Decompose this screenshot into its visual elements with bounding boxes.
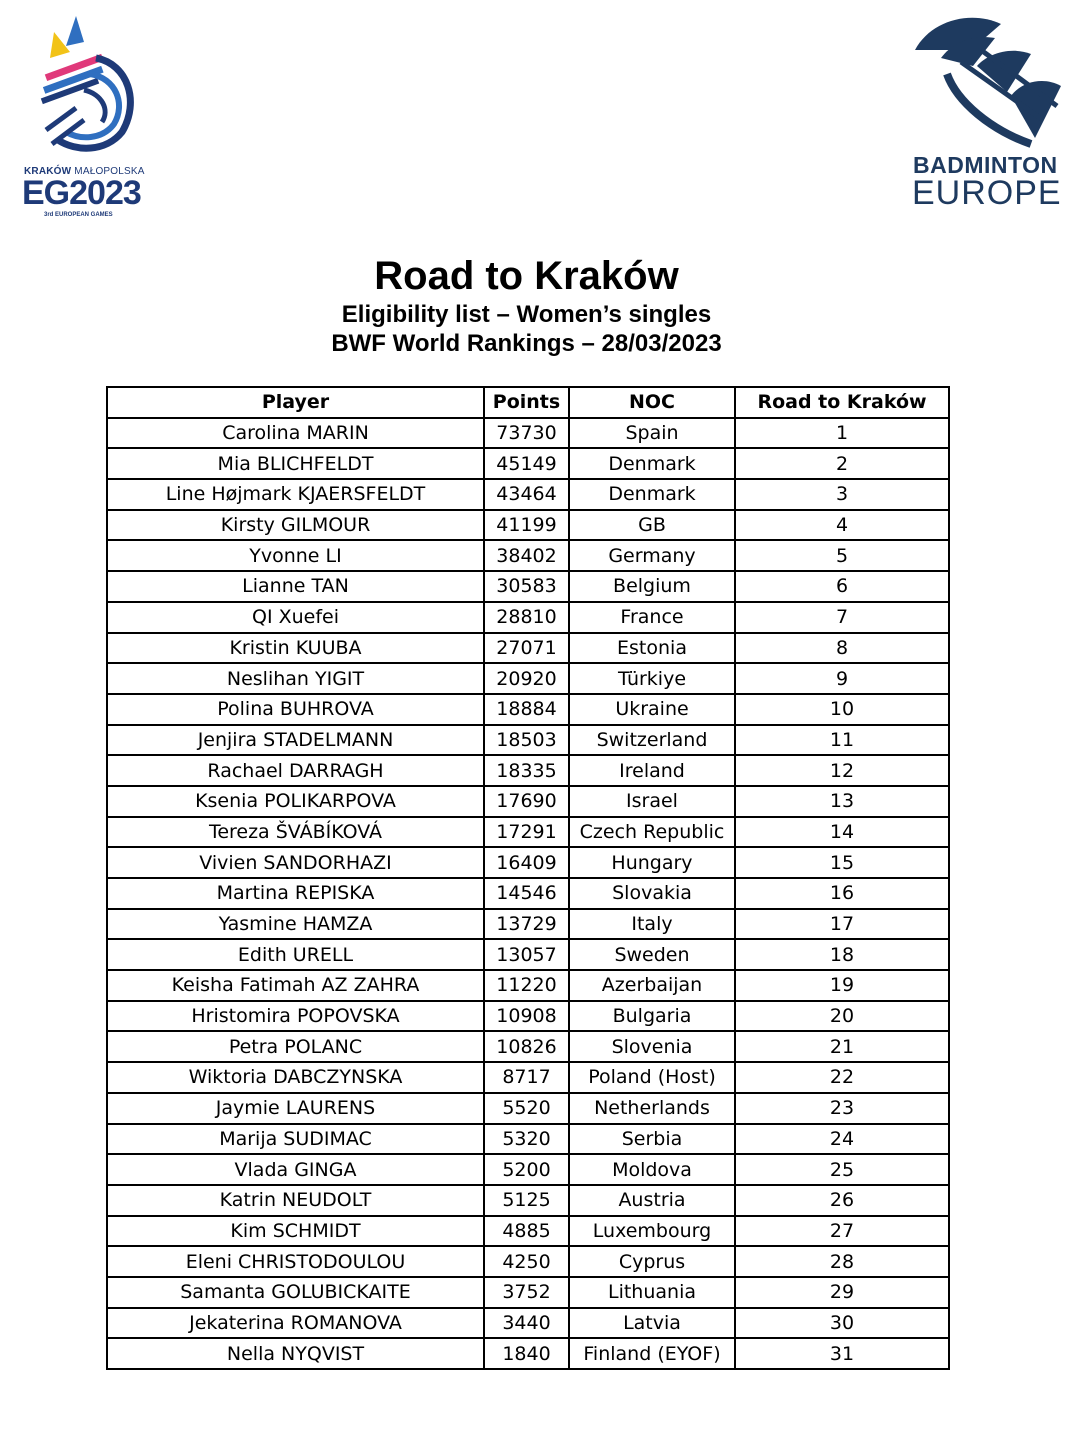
player-cell: Samanta GOLUBICKAITE bbox=[107, 1277, 484, 1308]
player-cell: Yasmine HAMZA bbox=[107, 909, 484, 940]
player-cell: Jekaterina ROMANOVA bbox=[107, 1308, 484, 1339]
rank-cell: 7 bbox=[735, 602, 949, 633]
points-cell: 18335 bbox=[484, 755, 569, 786]
rankings-subtitle: BWF World Rankings – 28/03/2023 bbox=[331, 330, 722, 357]
rank-cell: 6 bbox=[735, 571, 949, 602]
rank-cell: 21 bbox=[735, 1031, 949, 1062]
table-row bbox=[107, 1216, 949, 1247]
table-row bbox=[107, 479, 949, 510]
player-cell: Marija SUDIMAC bbox=[107, 1124, 484, 1155]
noc-cell: Israel bbox=[569, 786, 735, 817]
player-cell: Polina BUHROVA bbox=[107, 694, 484, 725]
player-cell: Kim SCHMIDT bbox=[107, 1216, 484, 1247]
noc-cell: Italy bbox=[569, 909, 735, 940]
table-row bbox=[107, 1001, 949, 1032]
page-title: Road to Kraków bbox=[374, 254, 679, 298]
player-cell: Nella NYQVIST bbox=[107, 1338, 484, 1369]
table-body bbox=[107, 418, 949, 1369]
rank-cell: 2 bbox=[735, 448, 949, 479]
player-cell: Petra POLANC bbox=[107, 1031, 484, 1062]
noc-cell: Spain bbox=[569, 418, 735, 449]
europe-wordmark: EUROPE bbox=[912, 174, 1062, 212]
table-row bbox=[107, 1154, 949, 1185]
player-cell: Vivien SANDORHAZI bbox=[107, 847, 484, 878]
table-row bbox=[107, 418, 949, 449]
player-cell: Lianne TAN bbox=[107, 571, 484, 602]
rank-cell: 11 bbox=[735, 725, 949, 756]
points-cell: 8717 bbox=[484, 1062, 569, 1093]
points-cell: 3752 bbox=[484, 1277, 569, 1308]
noc-cell: Poland (Host) bbox=[569, 1062, 735, 1093]
points-cell: 13057 bbox=[484, 939, 569, 970]
rank-cell: 12 bbox=[735, 755, 949, 786]
rank-cell: 9 bbox=[735, 663, 949, 694]
rank-cell: 28 bbox=[735, 1246, 949, 1277]
rank-cell: 19 bbox=[735, 970, 949, 1001]
player-cell: Kristin KUUBA bbox=[107, 633, 484, 664]
player-cell: Neslihan YIGIT bbox=[107, 663, 484, 694]
table-row bbox=[107, 909, 949, 940]
rank-cell: 27 bbox=[735, 1216, 949, 1247]
noc-cell: Lithuania bbox=[569, 1277, 735, 1308]
eg-subtitle: 3rd EUROPEAN GAMES bbox=[44, 212, 113, 218]
noc-cell: Austria bbox=[569, 1185, 735, 1216]
table-row bbox=[107, 817, 949, 848]
points-cell: 20920 bbox=[484, 663, 569, 694]
player-cell: Mia BLICHFELDT bbox=[107, 448, 484, 479]
table-row bbox=[107, 1246, 949, 1277]
eligibility-table bbox=[106, 386, 950, 1370]
player-cell: Keisha Fatimah AZ ZAHRA bbox=[107, 970, 484, 1001]
noc-cell: Sweden bbox=[569, 939, 735, 970]
rank-cell: 17 bbox=[735, 909, 949, 940]
rank-cell: 16 bbox=[735, 878, 949, 909]
player-cell: Ksenia POLIKARPOVA bbox=[107, 786, 484, 817]
player-cell: Jenjira STADELMANN bbox=[107, 725, 484, 756]
table-row bbox=[107, 1338, 949, 1369]
player-cell: Wiktoria DABCZYNSKA bbox=[107, 1062, 484, 1093]
table-row bbox=[107, 939, 949, 970]
noc-cell: Ukraine bbox=[569, 694, 735, 725]
table-row bbox=[107, 786, 949, 817]
table-row bbox=[107, 694, 949, 725]
table-row bbox=[107, 755, 949, 786]
table-row bbox=[107, 847, 949, 878]
points-cell: 5520 bbox=[484, 1093, 569, 1124]
points-cell: 28810 bbox=[484, 602, 569, 633]
points-cell: 17690 bbox=[484, 786, 569, 817]
noc-cell: Slovakia bbox=[569, 878, 735, 909]
table-row bbox=[107, 1185, 949, 1216]
noc-cell: Denmark bbox=[569, 448, 735, 479]
table-row bbox=[107, 970, 949, 1001]
points-cell: 5125 bbox=[484, 1185, 569, 1216]
noc-cell: Latvia bbox=[569, 1308, 735, 1339]
points-cell: 10826 bbox=[484, 1031, 569, 1062]
table-row bbox=[107, 1308, 949, 1339]
noc-cell: Hungary bbox=[569, 847, 735, 878]
points-cell: 10908 bbox=[484, 1001, 569, 1032]
rank-cell: 8 bbox=[735, 633, 949, 664]
eg-mark: EG2023 bbox=[22, 174, 141, 212]
points-cell: 3440 bbox=[484, 1308, 569, 1339]
points-cell: 30583 bbox=[484, 571, 569, 602]
table-row bbox=[107, 663, 949, 694]
rank-cell: 20 bbox=[735, 1001, 949, 1032]
player-cell: Jaymie LAURENS bbox=[107, 1093, 484, 1124]
noc-cell: Moldova bbox=[569, 1154, 735, 1185]
rank-cell: 1 bbox=[735, 418, 949, 449]
player-cell: Vlada GINGA bbox=[107, 1154, 484, 1185]
table-row bbox=[107, 448, 949, 479]
table-row bbox=[107, 1031, 949, 1062]
rank-cell: 15 bbox=[735, 847, 949, 878]
rank-cell: 30 bbox=[735, 1308, 949, 1339]
noc-cell: Slovenia bbox=[569, 1031, 735, 1062]
eg-city-label: KRAKÓW MAŁOPOLSKA bbox=[24, 166, 145, 177]
noc-cell: France bbox=[569, 602, 735, 633]
noc-cell: Azerbaijan bbox=[569, 970, 735, 1001]
rank-cell: 24 bbox=[735, 1124, 949, 1155]
table-row bbox=[107, 571, 949, 602]
rank-cell: 25 bbox=[735, 1154, 949, 1185]
noc-cell: Bulgaria bbox=[569, 1001, 735, 1032]
points-cell: 13729 bbox=[484, 909, 569, 940]
noc-cell: Luxembourg bbox=[569, 1216, 735, 1247]
points-cell: 27071 bbox=[484, 633, 569, 664]
noc-cell: Belgium bbox=[569, 571, 735, 602]
table-row bbox=[107, 1277, 949, 1308]
column-header-player: Player bbox=[107, 387, 484, 418]
points-cell: 11220 bbox=[484, 970, 569, 1001]
noc-cell: GB bbox=[569, 510, 735, 541]
table-row bbox=[107, 725, 949, 756]
noc-cell: Estonia bbox=[569, 633, 735, 664]
badminton-wordmark: BADMINTON bbox=[913, 152, 1058, 178]
player-cell: QI Xuefei bbox=[107, 602, 484, 633]
table-header-row bbox=[107, 387, 949, 418]
noc-cell: Serbia bbox=[569, 1124, 735, 1155]
player-cell: Yvonne LI bbox=[107, 540, 484, 571]
rank-cell: 13 bbox=[735, 786, 949, 817]
shuttlecock-icon bbox=[911, 10, 1071, 150]
rank-cell: 31 bbox=[735, 1338, 949, 1369]
points-cell: 1840 bbox=[484, 1338, 569, 1369]
points-cell: 41199 bbox=[484, 510, 569, 541]
rank-cell: 26 bbox=[735, 1185, 949, 1216]
column-header-points: Points bbox=[484, 387, 569, 418]
noc-cell: Türkiye bbox=[569, 663, 735, 694]
points-cell: 5320 bbox=[484, 1124, 569, 1155]
table-row bbox=[107, 1093, 949, 1124]
player-cell: Hristomira POPOVSKA bbox=[107, 1001, 484, 1032]
rank-cell: 3 bbox=[735, 479, 949, 510]
player-cell: Martina REPISKA bbox=[107, 878, 484, 909]
points-cell: 16409 bbox=[484, 847, 569, 878]
player-cell: Eleni CHRISTODOULOU bbox=[107, 1246, 484, 1277]
player-cell: Tereza ŠVÁBÍKOVÁ bbox=[107, 817, 484, 848]
table-row bbox=[107, 878, 949, 909]
points-cell: 18503 bbox=[484, 725, 569, 756]
noc-cell: Cyprus bbox=[569, 1246, 735, 1277]
points-cell: 4250 bbox=[484, 1246, 569, 1277]
badminton-europe-logo bbox=[905, 10, 1073, 215]
player-cell: Line Højmark KJAERSFELDT bbox=[107, 479, 484, 510]
rank-cell: 10 bbox=[735, 694, 949, 725]
eg-dragon-emblem bbox=[36, 12, 146, 162]
noc-cell: Finland (EYOF) bbox=[569, 1338, 735, 1369]
rank-cell: 29 bbox=[735, 1277, 949, 1308]
points-cell: 14546 bbox=[484, 878, 569, 909]
player-cell: Rachael DARRAGH bbox=[107, 755, 484, 786]
rank-cell: 22 bbox=[735, 1062, 949, 1093]
table-row bbox=[107, 540, 949, 571]
noc-cell: Ireland bbox=[569, 755, 735, 786]
points-cell: 38402 bbox=[484, 540, 569, 571]
column-header-road-to-krakow: Road to Kraków bbox=[735, 387, 949, 418]
column-header-noc: NOC bbox=[569, 387, 735, 418]
european-games-logo bbox=[20, 12, 160, 222]
table-row bbox=[107, 1062, 949, 1093]
eligibility-subtitle: Eligibility list – Women’s singles bbox=[341, 301, 712, 328]
table-row bbox=[107, 633, 949, 664]
points-cell: 4885 bbox=[484, 1216, 569, 1247]
table-row bbox=[107, 1124, 949, 1155]
rank-cell: 4 bbox=[735, 510, 949, 541]
table-row bbox=[107, 510, 949, 541]
player-cell: Edith URELL bbox=[107, 939, 484, 970]
rank-cell: 14 bbox=[735, 817, 949, 848]
rank-cell: 18 bbox=[735, 939, 949, 970]
points-cell: 45149 bbox=[484, 448, 569, 479]
document-header bbox=[0, 252, 1053, 358]
rank-cell: 23 bbox=[735, 1093, 949, 1124]
rank-cell: 5 bbox=[735, 540, 949, 571]
noc-cell: Germany bbox=[569, 540, 735, 571]
noc-cell: Netherlands bbox=[569, 1093, 735, 1124]
player-cell: Carolina MARIN bbox=[107, 418, 484, 449]
table-row bbox=[107, 602, 949, 633]
points-cell: 18884 bbox=[484, 694, 569, 725]
noc-cell: Czech Republic bbox=[569, 817, 735, 848]
player-cell: Katrin NEUDOLT bbox=[107, 1185, 484, 1216]
player-cell: Kirsty GILMOUR bbox=[107, 510, 484, 541]
noc-cell: Denmark bbox=[569, 479, 735, 510]
points-cell: 17291 bbox=[484, 817, 569, 848]
points-cell: 73730 bbox=[484, 418, 569, 449]
noc-cell: Switzerland bbox=[569, 725, 735, 756]
points-cell: 5200 bbox=[484, 1154, 569, 1185]
points-cell: 43464 bbox=[484, 479, 569, 510]
